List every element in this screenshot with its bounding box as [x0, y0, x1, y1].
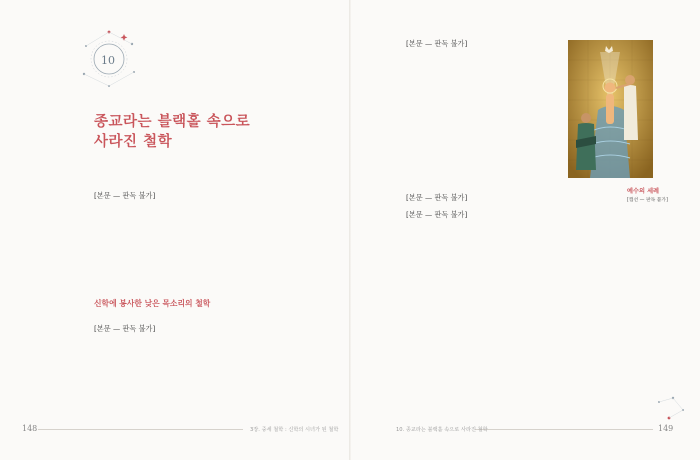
body-text-block	[406, 192, 621, 225]
chapter-title-line-2: 사라진 철학	[94, 134, 173, 150]
running-footer: 3장. 중세 철학 : 신학의 시녀가 된 철학	[250, 427, 339, 433]
body-text-block	[406, 38, 552, 51]
section-subheading: 신학에 봉사한 낮은 목소리의 철학	[94, 299, 211, 308]
body-paragraph: [본문 — 판독 불가]	[94, 191, 156, 200]
body-text-block	[94, 316, 326, 343]
mosaic-illustration	[568, 40, 653, 178]
image-caption	[627, 186, 683, 204]
body-paragraph: [본문 — 판독 불가]	[406, 209, 468, 219]
chapter-title-line-1: 종교라는 블랙홀 속으로	[94, 114, 251, 130]
right-page	[351, 0, 700, 460]
chapter-number: 10	[101, 54, 115, 67]
page-number: 148	[22, 424, 38, 433]
caption-body: [캡션 — 판독 불가]	[627, 198, 668, 203]
body-paragraph: [본문 — 판독 불가]	[406, 193, 468, 202]
footer-rule	[38, 429, 243, 430]
running-footer: 10. 종교라는 블랙홀 속으로 사라진 철학	[396, 427, 488, 433]
footer-rule	[475, 429, 653, 430]
body-paragraph: [본문 — 판독 불가]	[94, 324, 156, 334]
caption-title: 예수의 세례	[627, 188, 660, 195]
page-number: 149	[658, 424, 674, 433]
body-text-block	[94, 190, 326, 207]
body-paragraph: [본문 — 판독 불가]	[406, 39, 468, 48]
baptism-mosaic-image	[568, 40, 653, 178]
